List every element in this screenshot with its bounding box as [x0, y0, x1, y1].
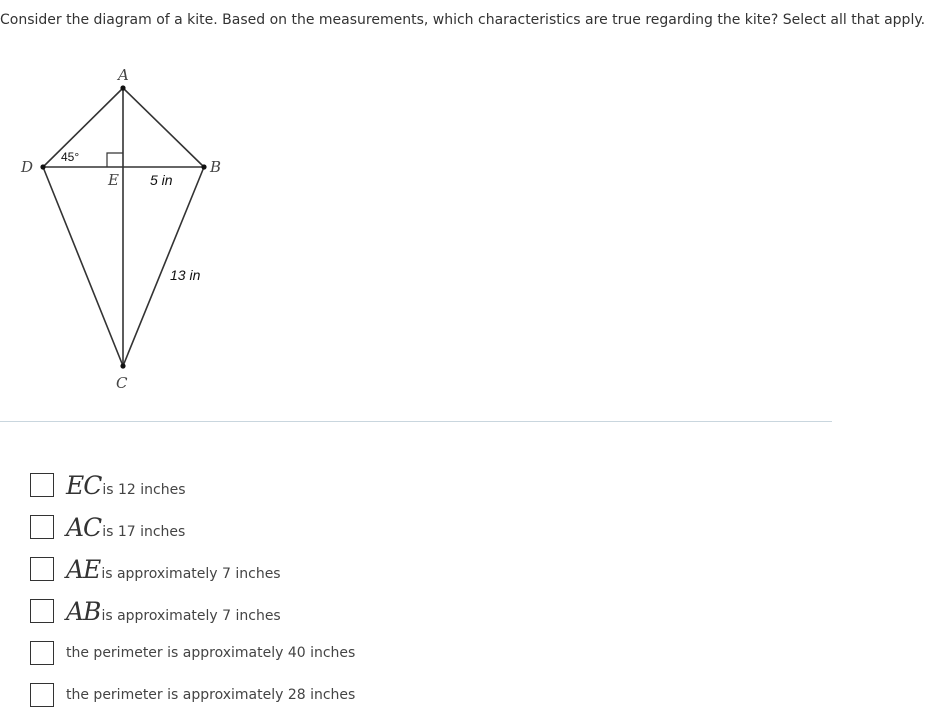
question-text: Consider the diagram of a kite. Based on the measurements, which characteristics are true regarding the kite? Select all that apply. — [0, 12, 925, 28]
vertex-b-dot — [201, 164, 206, 169]
label-d: D — [21, 158, 34, 176]
option-text: is approximately 7 inches — [101, 565, 281, 582]
label-a: A — [118, 66, 129, 84]
checkbox[interactable] — [30, 683, 54, 707]
option-text: is 12 inches — [102, 481, 186, 498]
angle-label: 45° — [61, 150, 80, 164]
option-label — [66, 513, 185, 542]
checkbox[interactable] — [30, 557, 54, 581]
math-expression: AB — [66, 596, 101, 626]
answer-options — [30, 468, 810, 720]
vertex-c-dot — [120, 363, 125, 368]
label-e: E — [108, 171, 119, 189]
option-perimeter-28[interactable] — [30, 678, 810, 712]
eb-length-label: 5 in — [150, 172, 173, 188]
math-expression: EC — [66, 470, 102, 500]
checkbox[interactable] — [30, 473, 54, 497]
right-angle-marker — [107, 153, 123, 167]
math-expression: AE — [66, 554, 101, 584]
option-text: the perimeter is approximately 28 inches — [66, 687, 356, 703]
label-b: B — [210, 158, 222, 176]
math-expression: AC — [66, 512, 102, 542]
checkbox[interactable] — [30, 599, 54, 623]
option-label — [66, 597, 281, 626]
vertex-a-dot — [120, 85, 125, 90]
checkbox[interactable] — [30, 515, 54, 539]
option-text: the perimeter is approximately 40 inches — [66, 645, 356, 661]
option-perimeter-40[interactable] — [30, 636, 810, 670]
vertex-d-dot — [40, 164, 45, 169]
kite-diagram — [0, 55, 240, 405]
option-ac[interactable] — [30, 510, 810, 544]
checkbox[interactable] — [30, 641, 54, 665]
bc-length-label: 13 in — [170, 267, 201, 283]
option-ec[interactable] — [30, 468, 810, 502]
label-c: C — [116, 374, 128, 392]
option-label — [66, 471, 186, 500]
segment-cd — [43, 167, 123, 366]
option-label — [66, 645, 355, 661]
option-ae[interactable] — [30, 552, 810, 586]
segment-ab — [123, 88, 204, 167]
segment-da — [43, 88, 123, 167]
option-label — [66, 687, 355, 703]
option-ab[interactable] — [30, 594, 810, 628]
option-text: is 17 inches — [102, 523, 186, 540]
option-text: is approximately 7 inches — [101, 607, 281, 624]
option-label — [66, 555, 281, 584]
divider — [0, 421, 832, 422]
